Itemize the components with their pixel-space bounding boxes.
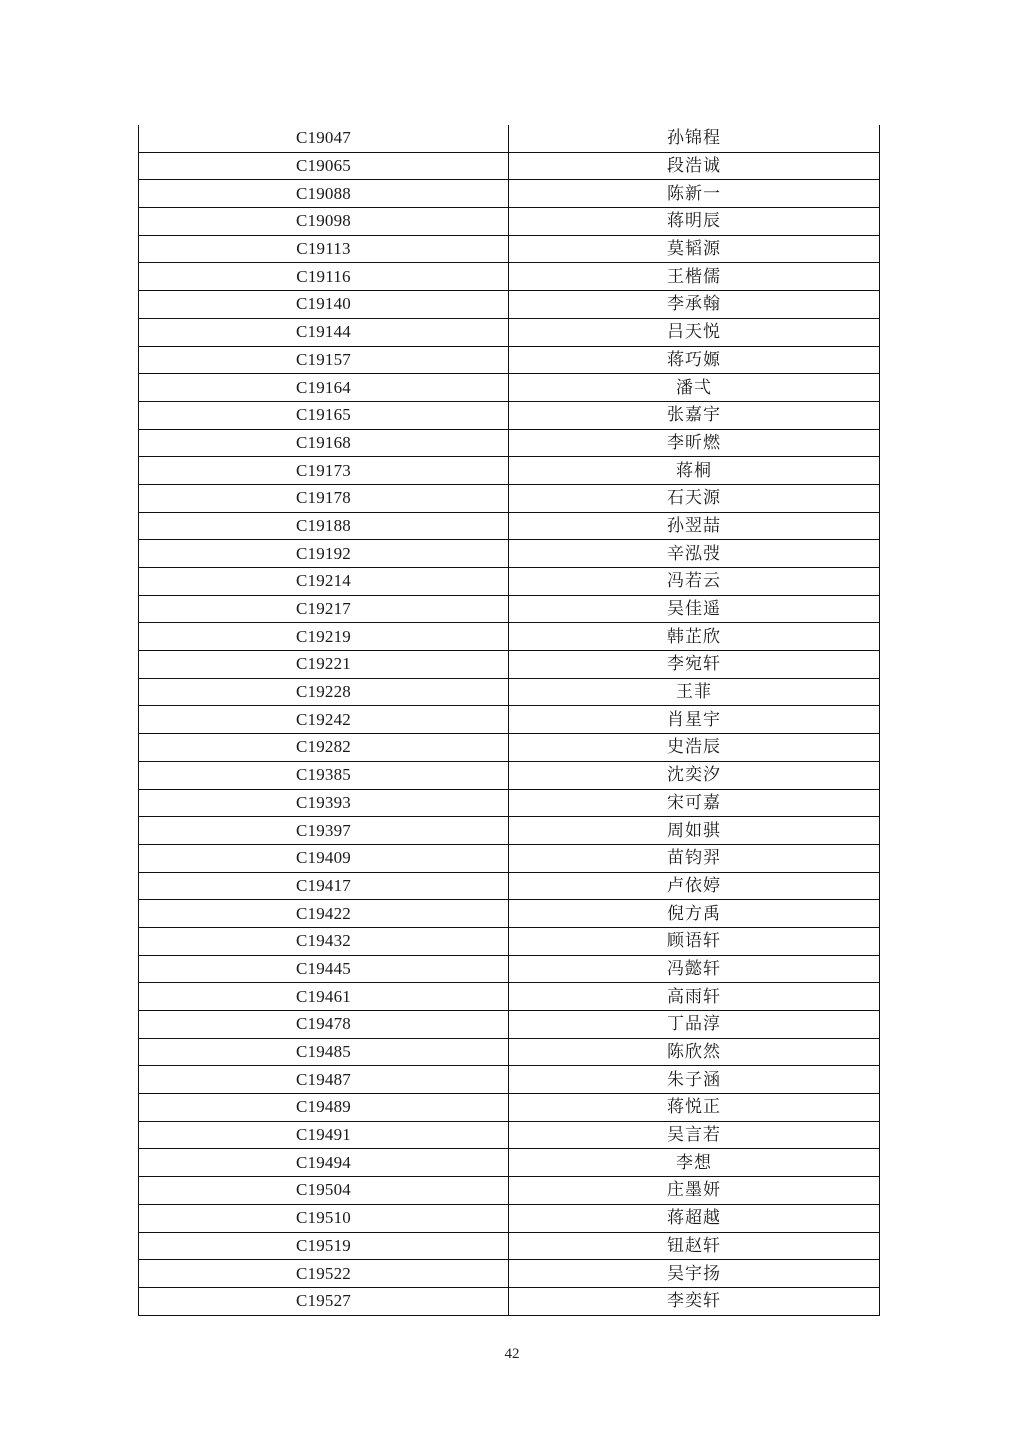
- table-row: [139, 263, 880, 291]
- student-id-cell: C19098: [139, 208, 509, 236]
- student-id-cell: C19527: [139, 1287, 509, 1315]
- student-id-cell: C19188: [139, 512, 509, 540]
- table-row: [139, 457, 880, 485]
- student-name-cell: 蒋巧嫄: [509, 346, 880, 374]
- student-name-cell: 史浩辰: [509, 734, 880, 762]
- student-name-cell: 冯若云: [509, 568, 880, 596]
- student-id-cell: C19047: [139, 125, 509, 152]
- table-row: [139, 651, 880, 679]
- student-name-cell: 宋可嘉: [509, 789, 880, 817]
- student-name-cell: 卢依婷: [509, 872, 880, 900]
- student-id-cell: C19445: [139, 955, 509, 983]
- student-id-cell: C19214: [139, 568, 509, 596]
- student-name-cell: 李奕轩: [509, 1287, 880, 1315]
- table-row: [139, 125, 880, 152]
- student-id-cell: C19088: [139, 180, 509, 208]
- student-id-cell: C19116: [139, 263, 509, 291]
- student-id-cell: C19140: [139, 291, 509, 319]
- student-name-cell: 沈奕汐: [509, 761, 880, 789]
- table-row: [139, 291, 880, 319]
- table-row: [139, 844, 880, 872]
- table-row: [139, 540, 880, 568]
- student-id-cell: C19461: [139, 983, 509, 1011]
- table-row: [139, 1287, 880, 1315]
- table-row: [139, 761, 880, 789]
- student-name-cell: 苗钧羿: [509, 844, 880, 872]
- student-id-cell: C19422: [139, 900, 509, 928]
- student-name-cell: 吴言若: [509, 1121, 880, 1149]
- roster-table-body: [139, 125, 880, 1315]
- student-name-cell: 陈欣然: [509, 1038, 880, 1066]
- table-row: [139, 235, 880, 263]
- student-name-cell: 莫韬源: [509, 235, 880, 263]
- student-name-cell: 李想: [509, 1149, 880, 1177]
- student-id-cell: C19491: [139, 1121, 509, 1149]
- table-row: [139, 346, 880, 374]
- table-row: [139, 1204, 880, 1232]
- student-name-cell: 钮赵轩: [509, 1232, 880, 1260]
- student-id-cell: C19242: [139, 706, 509, 734]
- student-name-cell: 石天源: [509, 484, 880, 512]
- table-row: [139, 595, 880, 623]
- student-id-cell: C19219: [139, 623, 509, 651]
- table-row: [139, 678, 880, 706]
- table-row: [139, 1038, 880, 1066]
- student-name-cell: 冯懿轩: [509, 955, 880, 983]
- table-row: [139, 484, 880, 512]
- table-row: [139, 1011, 880, 1039]
- table-row: [139, 983, 880, 1011]
- student-id-cell: C19385: [139, 761, 509, 789]
- student-name-cell: 李昕燃: [509, 429, 880, 457]
- table-row: [139, 1232, 880, 1260]
- student-name-cell: 王菲: [509, 678, 880, 706]
- student-name-cell: 蒋明辰: [509, 208, 880, 236]
- student-name-cell: 张嘉宇: [509, 401, 880, 429]
- table-row: [139, 1121, 880, 1149]
- student-name-cell: 吕天悦: [509, 318, 880, 346]
- student-id-cell: C19519: [139, 1232, 509, 1260]
- table-row: [139, 817, 880, 845]
- student-name-cell: 王楷儒: [509, 263, 880, 291]
- table-row: [139, 512, 880, 540]
- student-id-cell: C19487: [139, 1066, 509, 1094]
- student-name-cell: 肖星宇: [509, 706, 880, 734]
- student-id-cell: C19489: [139, 1094, 509, 1122]
- table-row: [139, 401, 880, 429]
- student-id-cell: C19221: [139, 651, 509, 679]
- student-name-cell: 孙翌喆: [509, 512, 880, 540]
- student-id-cell: C19417: [139, 872, 509, 900]
- student-id-cell: C19522: [139, 1260, 509, 1288]
- student-name-cell: 吴佳遥: [509, 595, 880, 623]
- table-row: [139, 1177, 880, 1205]
- student-id-cell: C19282: [139, 734, 509, 762]
- student-name-cell: 李承翰: [509, 291, 880, 319]
- student-id-cell: C19164: [139, 374, 509, 402]
- student-name-cell: 周如骐: [509, 817, 880, 845]
- table-row: [139, 1260, 880, 1288]
- table-row: [139, 872, 880, 900]
- table-row: [139, 955, 880, 983]
- student-name-cell: 蒋桐: [509, 457, 880, 485]
- table-row: [139, 568, 880, 596]
- student-name-cell: 陈新一: [509, 180, 880, 208]
- student-name-cell: 庄墨妍: [509, 1177, 880, 1205]
- student-name-cell: 朱子涵: [509, 1066, 880, 1094]
- roster-table: [138, 125, 880, 1316]
- student-name-cell: 倪方禹: [509, 900, 880, 928]
- table-row: [139, 927, 880, 955]
- student-id-cell: C19217: [139, 595, 509, 623]
- student-name-cell: 孙锦程: [509, 125, 880, 152]
- student-id-cell: C19228: [139, 678, 509, 706]
- student-id-cell: C19397: [139, 817, 509, 845]
- student-name-cell: 段浩诚: [509, 152, 880, 180]
- student-name-cell: 高雨轩: [509, 983, 880, 1011]
- table-row: [139, 318, 880, 346]
- student-id-cell: C19178: [139, 484, 509, 512]
- table-row: [139, 706, 880, 734]
- student-id-cell: C19478: [139, 1011, 509, 1039]
- student-name-cell: 蒋悦正: [509, 1094, 880, 1122]
- table-row: [139, 734, 880, 762]
- student-id-cell: C19157: [139, 346, 509, 374]
- table-row: [139, 208, 880, 236]
- table-row: [139, 789, 880, 817]
- student-id-cell: C19065: [139, 152, 509, 180]
- table-row: [139, 374, 880, 402]
- table-row: [139, 900, 880, 928]
- table-row: [139, 1066, 880, 1094]
- student-id-cell: C19432: [139, 927, 509, 955]
- student-name-cell: 韩芷欣: [509, 623, 880, 651]
- student-id-cell: C19510: [139, 1204, 509, 1232]
- student-id-cell: C19494: [139, 1149, 509, 1177]
- student-id-cell: C19113: [139, 235, 509, 263]
- student-id-cell: C19192: [139, 540, 509, 568]
- student-name-cell: 吴宇扬: [509, 1260, 880, 1288]
- student-id-cell: C19165: [139, 401, 509, 429]
- student-name-cell: 顾语轩: [509, 927, 880, 955]
- student-name-cell: 潘弌: [509, 374, 880, 402]
- table-row: [139, 1094, 880, 1122]
- table-row: [139, 429, 880, 457]
- student-name-cell: 辛泓弢: [509, 540, 880, 568]
- student-id-cell: C19173: [139, 457, 509, 485]
- student-id-cell: C19504: [139, 1177, 509, 1205]
- student-id-cell: C19168: [139, 429, 509, 457]
- student-id-cell: C19393: [139, 789, 509, 817]
- table-row: [139, 152, 880, 180]
- student-name-cell: 蒋超越: [509, 1204, 880, 1232]
- student-name-cell: 丁品淳: [509, 1011, 880, 1039]
- table-row: [139, 180, 880, 208]
- student-name-cell: 李宛轩: [509, 651, 880, 679]
- student-id-cell: C19409: [139, 844, 509, 872]
- student-id-cell: C19485: [139, 1038, 509, 1066]
- student-id-cell: C19144: [139, 318, 509, 346]
- page-number: 42: [504, 1346, 520, 1362]
- table-row: [139, 1149, 880, 1177]
- table-row: [139, 623, 880, 651]
